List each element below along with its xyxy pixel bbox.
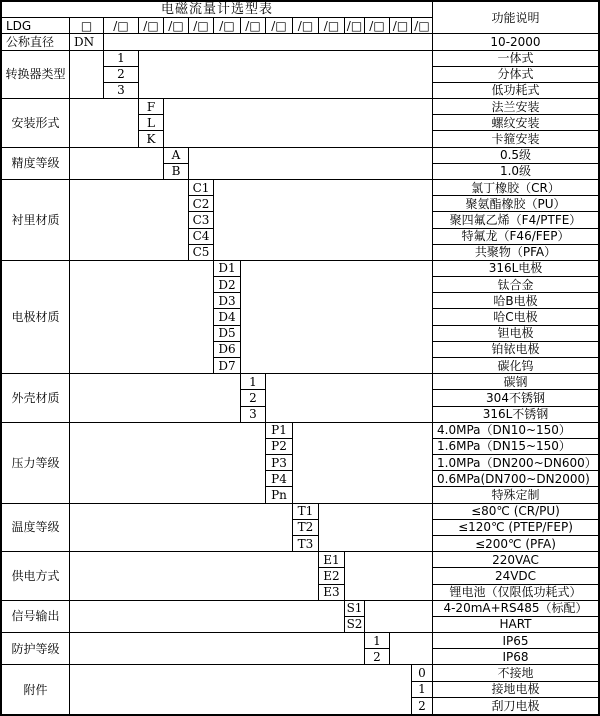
option-code: C1 [189,180,214,196]
dn-row-blank [104,34,433,50]
step-left-blank [70,665,412,714]
option-code: 2 [365,649,390,665]
option-function: 低功耗式 [433,83,598,99]
option-code: L [139,115,164,131]
option-code: 1 [104,51,139,67]
option-function: 哈B电极 [433,293,598,309]
option-code: S2 [345,617,365,633]
option-function: 4-20mA+RS485（标配） [433,601,598,617]
option-code: D6 [214,342,241,358]
option-code: P1 [266,423,293,439]
group-label: 附件 [2,665,70,714]
option-code: E2 [319,568,345,584]
option-function: 碳化钨 [433,358,598,374]
option-code: 1 [412,682,433,698]
group-label: 电极材质 [2,261,70,374]
group-label: 温度等级 [2,504,70,553]
step-left-blank [70,148,164,180]
option-code: 2 [412,698,433,714]
option-function: 0.6MPa(DN700~DN2000) [433,471,598,487]
step-left-blank [70,423,266,504]
option-function: HART [433,617,598,633]
option-code: C4 [189,229,214,245]
option-code: S1 [345,601,365,617]
dn-row-code: DN [70,34,104,50]
step-right-blank [241,261,433,374]
step-right-blank [139,51,433,100]
option-function: 卡箍安装 [433,131,598,147]
step-left-blank [70,601,345,633]
option-function: 聚氨酯橡胶（PU） [433,196,598,212]
option-code: C2 [189,196,214,212]
option-function: 共聚物（PFA） [433,245,598,261]
option-code: 0 [412,665,433,681]
option-code: T3 [293,536,319,552]
group-label: 转换器类型 [2,51,70,100]
group-label: 精度等级 [2,148,70,180]
step-right-blank [319,504,433,553]
option-function: 接地电极 [433,682,598,698]
option-code: F [139,99,164,115]
function-column-header: 功能说明 [433,2,598,34]
step-left-blank [70,180,189,261]
model-code-slot: /□ [412,18,433,34]
option-code: 1 [241,374,266,390]
option-code: D1 [214,261,241,277]
option-code: E1 [319,552,345,568]
group-label: 防护等级 [2,633,70,665]
option-function: 220VAC [433,552,598,568]
model-code-prefix: LDG [2,18,70,34]
option-function: 螺纹安装 [433,115,598,131]
option-function: 氯丁橡胶（CR） [433,180,598,196]
group-label: 安装形式 [2,99,70,148]
option-code: 3 [104,83,139,99]
group-label: 压力等级 [2,423,70,504]
option-code: D5 [214,326,241,342]
step-left-blank [70,51,104,100]
option-function: 1.6MPa（DN15~150） [433,439,598,455]
option-function: 0.5级 [433,148,598,164]
option-code: P2 [266,439,293,455]
model-code-slot: /□ [266,18,293,34]
option-code: P4 [266,471,293,487]
option-function: 4.0MPa（DN10~150） [433,423,598,439]
model-code-slot: /□ [214,18,241,34]
option-function: 锂电池（仅限低功耗式） [433,585,598,601]
option-function: 特殊定制 [433,487,598,503]
option-function: 分体式 [433,67,598,83]
option-function: 聚四氟乙烯（F4/PTFE） [433,212,598,228]
option-code: D7 [214,358,241,374]
option-function: ≤80℃ (CR/PU) [433,504,598,520]
option-code: B [164,164,189,180]
model-code-slot: /□ [365,18,390,34]
option-function: 钛合金 [433,277,598,293]
step-left-blank [70,99,139,148]
option-function: 304不锈钢 [433,390,598,406]
dn-row-function: 10-2000 [433,34,598,50]
option-function: 法兰安装 [433,99,598,115]
step-left-blank [70,261,214,374]
model-code-slot: /□ [390,18,412,34]
option-function: 316L不锈钢 [433,407,598,423]
step-right-blank [365,601,433,633]
option-function: ≤120℃ (PTEP/FEP) [433,520,598,536]
model-code-slot: /□ [293,18,319,34]
option-code: 2 [104,67,139,83]
step-left-blank [70,552,319,601]
step-right-blank [345,552,433,601]
option-function: 不接地 [433,665,598,681]
option-function: 刮刀电极 [491,698,540,713]
model-code-slot: /□ [319,18,345,34]
option-code: 2 [241,390,266,406]
option-code: 1 [365,633,390,649]
option-code: P3 [266,455,293,471]
group-label: 衬里材质 [2,180,70,261]
step-right-blank [390,633,433,665]
option-code: A [164,148,189,164]
dn-row-label: 公称直径 [2,34,70,50]
step-right-blank [293,423,433,504]
option-code: D4 [214,309,241,325]
model-code-slot: /□ [164,18,189,34]
group-label: 外壳材质 [2,374,70,423]
option-code: T1 [293,504,319,520]
model-code-slot: □ [70,18,104,34]
model-code-slot: /□ [139,18,164,34]
option-function: 钽电极 [433,326,598,342]
option-function: IP65 [433,633,598,649]
option-code: T2 [293,520,319,536]
option-function: 特氟龙（F46/FEP） [433,229,598,245]
table-title: 电磁流量计选型表 [2,2,433,18]
option-code: E3 [319,585,345,601]
option-code: D3 [214,293,241,309]
step-right-blank [214,180,433,261]
option-code: D2 [214,277,241,293]
option-function: 1.0MPa（DN200~DN600） [433,455,598,471]
step-left-blank [70,374,241,423]
group-label: 信号输出 [2,601,70,633]
step-right-blank [189,148,433,180]
option-function: 哈C电极 [433,309,598,325]
model-code-slot: /□ [241,18,266,34]
model-code-slot: /□ [104,18,139,34]
step-right-blank [266,374,433,423]
option-function: 24VDC [433,568,598,584]
option-function: 碳钢 [433,374,598,390]
model-code-slot: /□ [189,18,214,34]
option-code: C3 [189,212,214,228]
option-code: 3 [241,407,266,423]
option-function: ≤200℃ (PFA) [433,536,598,552]
option-function: IP68 [433,649,598,665]
option-code: Pn [266,487,293,503]
group-label: 供电方式 [2,552,70,601]
option-code: K [139,131,164,147]
step-left-blank [70,633,365,665]
model-code-slot: /□ [345,18,365,34]
step-left-blank [70,504,293,553]
option-code: C5 [189,245,214,261]
option-function: 1.0级 [433,164,598,180]
option-function: 一体式 [433,51,598,67]
step-right-blank [164,99,433,148]
option-function: 铂铱电极 [433,342,598,358]
option-function: 316L电极 [433,261,598,277]
